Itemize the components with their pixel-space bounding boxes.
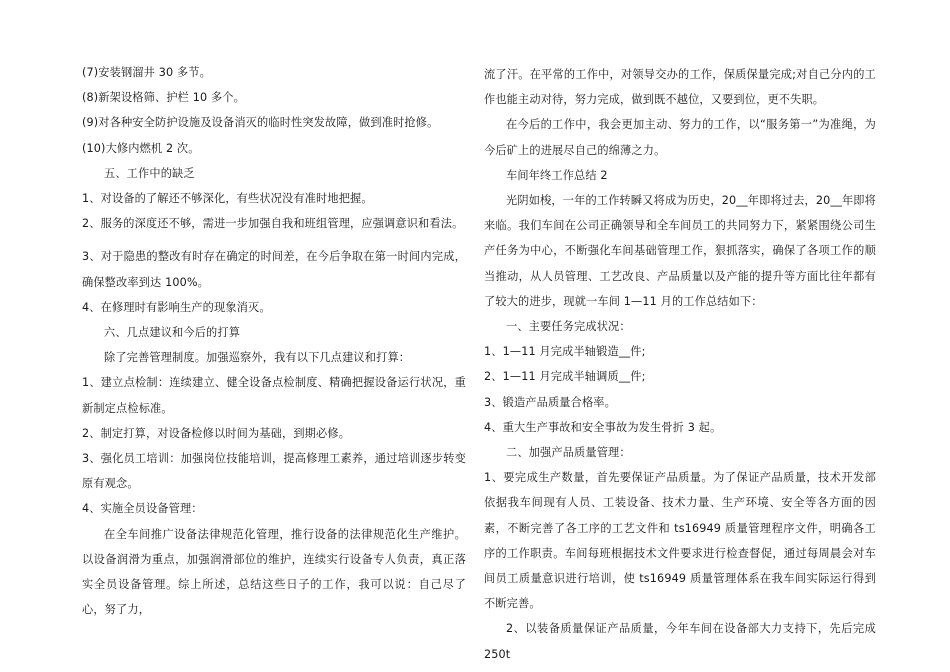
paragraph: 4、实施全员设备管理：	[82, 502, 203, 516]
paragraph: 4、在修理时有影响生产的现象消灭。	[82, 300, 271, 314]
paragraph: 2、服务的深度还不够，需进一步加强自我和班组管理，应强调意识和看法。	[82, 217, 464, 231]
paragraph: 1、要完成生产数量，首先要保证产品质量。为了保证产品质量，技术开发部依据我车间现有人员、工装设备、技术力量、生产环境、安全等各方面的因素，不断完善了各工序的工艺文件和 ts16949 质量管理程序文件，明确各工序的工作职责。车间每班根据技术文件要求进行检查督促，通过每周晨会对车间员工质量意识进行培训，使 ts16949 质量管理体系在我车间实际运行得到不断完善。	[484, 471, 876, 611]
left-column	[82, 60, 466, 622]
paragraph: 2、1—11 月完成半轴调质__件;	[484, 370, 646, 384]
paragraph: 在全车间推广设备法律规范化管理，推行设备的法律规范化生产维护。以设备润滑为重点，加强润滑部位的维护，连续实行设备专人负责，真正落实全员设备管理。综上所述，总结这些日子的工作，我可以说：自己尽了心，努了力，	[82, 527, 466, 617]
paragraph: 光阴如梭，一年的工作转瞬又将成为历史，20__年即将过去，20__年即将来临。我们车间在公司正确领导和全车间员工的共同努力下，紧紧围绕公司生产任务为中心，不断强化车间基础管理工作，狠抓落实，确保了各项工作的顺当推动，从人员管理、工艺改良、产品质量以及产能的提升等方面比往年都有了较大的进步，现就一车间 1—11 月的工作总结如下：	[484, 194, 876, 308]
paragraph: 流了汗。在平常的工作中，对领导交办的工作，保质保量完成;对自己分内的工作也能主动对待，努力完成，做到既不越位，又要到位，更不失职。	[484, 68, 876, 107]
section-heading: 车间年终工作总结 2	[506, 168, 608, 182]
paragraph: 2、以装备质量保证产品质量，今年车间在设备部大力支持下，先后完成 250t	[484, 622, 876, 661]
section-heading: 五、工作中的缺乏	[104, 166, 195, 180]
spacer	[82, 236, 466, 244]
paragraph: 除了完善管理制度。加强巡察外，我有以下几点建议和打算：	[104, 351, 411, 365]
section-heading: 一、主要任务完成状况：	[506, 320, 631, 334]
paragraph: 3、强化员工培训：加强岗位技能培训，提高修理工素养，通过培训逐步转变原有观念。	[82, 452, 466, 491]
paragraph: (7)安装钢溜井 30 多节。	[82, 66, 211, 79]
section-heading: 六、几点建议和今后的打算	[104, 326, 241, 340]
paragraph: (8)新架设格筛、护栏 10 多个。	[82, 91, 245, 105]
paragraph: (10)大修内燃机 2 次。	[82, 141, 200, 155]
paragraph: 3、对于隐患的整改有时存在确定的时间差，在今后争取在第一时间内完成，确保整改率到达 100%。	[82, 250, 466, 289]
paragraph: 1、建立点检制：连续建立、健全设备点检制度、精确把握设备运行状况，重新制定点检标准。	[82, 376, 466, 415]
paragraph: 4、重大生产事故和安全事故为发生骨折 3 起。	[484, 420, 722, 434]
paragraph: 1、对设备的了解还不够深化，有些状况没有准时地把握。	[82, 192, 373, 206]
paragraph: (9)对各种安全防护设施及设备消灭的临时性突发故障，做到准时抢修。	[82, 116, 439, 130]
right-column	[484, 62, 876, 667]
paragraph: 在今后的工作中，我会更加主动、努力的工作，以“服务第一”为准绳，为今后矿上的进展尽自己的绵薄之力。	[484, 118, 876, 157]
paragraph: 1、1—11 月完成半轴锻造__件;	[484, 345, 646, 359]
paragraph: 2、制定打算，对设备检修以时间为基础，到期必修。	[82, 426, 351, 440]
paragraph: 3、锻造产品质量合格率。	[484, 395, 616, 409]
section-heading: 二、加强产品质量管理：	[506, 446, 631, 460]
